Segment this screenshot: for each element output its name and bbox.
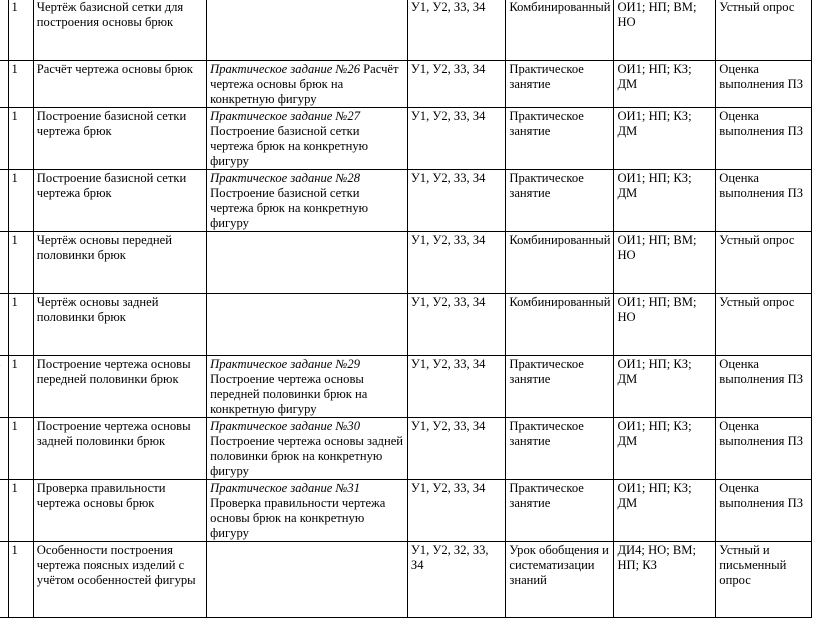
equipment-cell: ОИ1; НП; КЗ; ДМ xyxy=(614,356,716,418)
control-cell: Оценка выполнения ПЗ xyxy=(716,418,812,480)
topic-cell: Построение чертежа основы передней половинки брюк xyxy=(33,356,206,418)
practical-task-text: Построение чертежа основы задней половинки брюк на конкретную фигуру xyxy=(210,434,404,478)
lesson-number xyxy=(0,0,8,15)
table-row xyxy=(0,294,812,356)
control-cell: Устный опрос xyxy=(716,0,812,61)
skills-cell: У1, У2, З3, З4 xyxy=(407,61,505,108)
practical-task-cell xyxy=(207,480,408,542)
lesson-number xyxy=(0,481,8,496)
lesson-number-cell xyxy=(0,232,8,294)
lesson-number xyxy=(0,171,8,186)
lesson-number-cell xyxy=(0,542,8,618)
practical-task-text: Построение базисной сетки чертежа брюк на конкретную фигуру xyxy=(210,124,369,168)
lesson-number-cell xyxy=(0,418,8,480)
table-row xyxy=(0,0,812,61)
table-row xyxy=(0,108,812,170)
equipment-cell: ОИ1; НП; ВМ; НО xyxy=(614,294,716,356)
skills-cell: У1, У2, З3, З4 xyxy=(407,294,505,356)
table-row xyxy=(0,356,812,418)
hours-cell: 1 xyxy=(8,61,33,108)
skills-cell: У1, У2, З3, З4 xyxy=(407,232,505,294)
topic-cell: Особенности построения чертежа поясных изделий с учётом особенностей фигуры xyxy=(33,542,206,618)
lesson-number xyxy=(0,233,8,248)
lesson-type-cell: Комбинированный xyxy=(506,0,614,61)
equipment-cell: ОИ1; НП; КЗ; ДМ xyxy=(614,108,716,170)
practical-task-title: Практическое задание №28 xyxy=(210,171,361,185)
hours-cell: 1 xyxy=(8,232,33,294)
skills-cell: У1, У2, З3, З4 xyxy=(407,108,505,170)
lesson-type-cell: Комбинированный xyxy=(506,232,614,294)
control-cell: Оценка выполнения ПЗ xyxy=(716,108,812,170)
control-cell: Устный и письменный опрос xyxy=(716,542,812,618)
control-cell: Оценка выполнения ПЗ xyxy=(716,356,812,418)
lesson-number xyxy=(0,543,8,558)
practical-task-cell xyxy=(207,61,408,108)
table-row xyxy=(0,232,812,294)
equipment-cell: ОИ1; НП; КЗ; ДМ xyxy=(614,480,716,542)
practical-task-cell xyxy=(207,356,408,418)
table-row xyxy=(0,170,812,232)
hours-cell: 1 xyxy=(8,480,33,542)
lesson-number-cell xyxy=(0,0,8,61)
skills-cell: У1, У2, З3, З4 xyxy=(407,170,505,232)
skills-cell: У1, У2, З3, З4 xyxy=(407,418,505,480)
control-cell: Устный опрос xyxy=(716,232,812,294)
hours-cell: 1 xyxy=(8,108,33,170)
skills-cell: У1, У2, З3, З4 xyxy=(407,356,505,418)
practical-task-title: Практическое задание №27 xyxy=(210,109,361,123)
lesson-type-cell: Практическое занятие xyxy=(506,170,614,232)
practical-task-cell xyxy=(207,542,408,618)
control-cell: Оценка выполнения ПЗ xyxy=(716,170,812,232)
equipment-cell: ОИ1; НП; ВМ; НО xyxy=(614,232,716,294)
lesson-type-cell: Практическое занятие xyxy=(506,418,614,480)
equipment-cell: ОИ1; НП; КЗ; ДМ xyxy=(614,61,716,108)
practical-task-text: Расчёт чертежа основы брюк на конкретную фигуру xyxy=(210,62,399,106)
control-cell: Устный опрос xyxy=(716,294,812,356)
lesson-type-cell: Комбинированный xyxy=(506,294,614,356)
lesson-number-cell xyxy=(0,170,8,232)
lesson-type-cell: Практическое занятие xyxy=(506,356,614,418)
practical-task-cell xyxy=(207,108,408,170)
topic-cell: Чертёж базисной сетки для построения основы брюк xyxy=(33,0,206,61)
topic-cell: Расчёт чертежа основы брюк xyxy=(33,61,206,108)
topic-cell: Построение чертежа основы задней половинки брюк xyxy=(33,418,206,480)
practical-task-text: Построение чертежа основы передней половинки брюк на конкретную фигуру xyxy=(210,372,368,416)
hours-cell: 1 xyxy=(8,356,33,418)
table-row xyxy=(0,480,812,542)
topic-cell: Проверка правильности чертежа основы брюк xyxy=(33,480,206,542)
table-row xyxy=(0,61,812,108)
lesson-number xyxy=(0,109,8,124)
lesson-number xyxy=(0,419,8,434)
equipment-cell: ОИ1; НП; КЗ; ДМ xyxy=(614,170,716,232)
practical-task-cell xyxy=(207,0,408,61)
control-cell: Оценка выполнения ПЗ xyxy=(716,480,812,542)
topic-cell: Построение базисной сетки чертежа брюк xyxy=(33,108,206,170)
hours-cell: 1 xyxy=(8,418,33,480)
lesson-number-cell xyxy=(0,480,8,542)
hours-cell: 1 xyxy=(8,0,33,61)
lesson-number xyxy=(0,295,8,310)
hours-cell: 1 xyxy=(8,542,33,618)
practical-task-title: Практическое задание №30 xyxy=(210,419,361,433)
hours-cell: 1 xyxy=(8,170,33,232)
practical-task-text: Проверка правильности чертежа основы брюк на конкретную фигуру xyxy=(210,496,386,540)
practical-task-cell xyxy=(207,232,408,294)
hours-cell: 1 xyxy=(8,294,33,356)
practical-task-text: Построение базисной сетки чертежа брюк на конкретную фигуру xyxy=(210,186,369,230)
topic-cell: Чертёж основы задней половинки брюк xyxy=(33,294,206,356)
lesson-number-cell xyxy=(0,294,8,356)
table-row xyxy=(0,542,812,618)
equipment-cell: ОИ1; НП; КЗ; ДМ xyxy=(614,418,716,480)
skills-cell: У1, У2, З3, З4 xyxy=(407,480,505,542)
topic-cell: Построение базисной сетки чертежа брюк xyxy=(33,170,206,232)
practical-task-title: Практическое задание №29 xyxy=(210,357,361,371)
equipment-cell: ДИ4; НО; ВМ; НП; КЗ xyxy=(614,542,716,618)
skills-cell: У1, У2, З2, З3, З4 xyxy=(407,542,505,618)
lesson-number-cell xyxy=(0,356,8,418)
control-cell: Оценка выполнения ПЗ xyxy=(716,61,812,108)
practical-task-cell xyxy=(207,170,408,232)
topic-cell: Чертёж основы передней половинки брюк xyxy=(33,232,206,294)
lesson-type-cell: Практическое занятие xyxy=(506,108,614,170)
lesson-number-cell xyxy=(0,61,8,108)
lesson-number xyxy=(0,357,8,372)
practical-task-title: Практическое задание №26 xyxy=(210,62,361,76)
practical-task-title: Практическое задание №31 xyxy=(210,481,361,495)
equipment-cell: ОИ1; НП; ВМ; НО xyxy=(614,0,716,61)
lesson-type-cell: Практическое занятие xyxy=(506,61,614,108)
lesson-number xyxy=(0,62,8,77)
lesson-type-cell: Практическое занятие xyxy=(506,480,614,542)
practical-task-cell xyxy=(207,418,408,480)
table-row xyxy=(0,418,812,480)
lesson-number-cell xyxy=(0,108,8,170)
skills-cell: У1, У2, З3, З4 xyxy=(407,0,505,61)
practical-task-cell xyxy=(207,294,408,356)
lesson-type-cell: Урок обобщения и систематизации знаний xyxy=(506,542,614,618)
